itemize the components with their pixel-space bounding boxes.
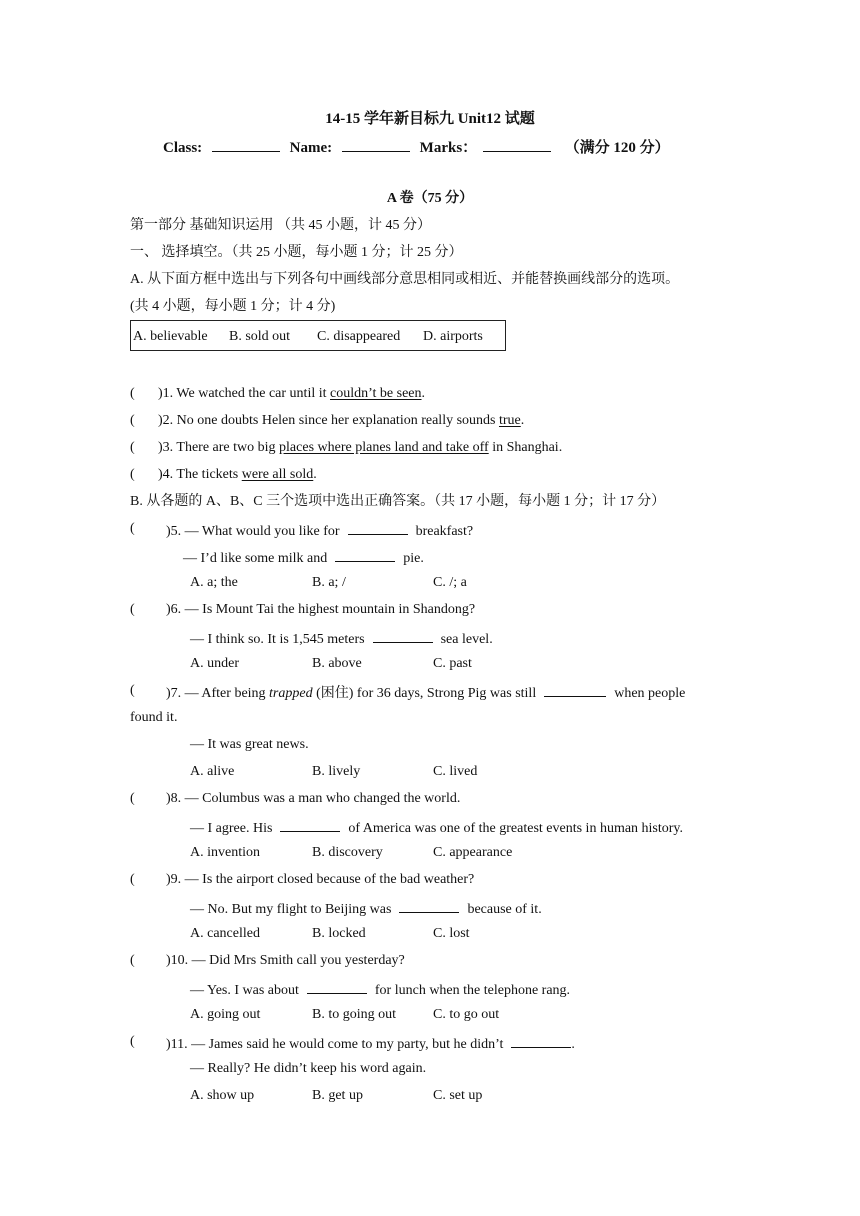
- answer-blank: [373, 628, 433, 643]
- answer-blank: [280, 817, 340, 832]
- answer-paren-close: ): [166, 686, 171, 701]
- text: sea level.: [440, 632, 493, 647]
- choice-c: C. past: [433, 656, 472, 671]
- italic-word: trapped: [269, 686, 313, 701]
- text: because of it.: [467, 902, 542, 917]
- answer-paren-open: (: [130, 521, 135, 536]
- choice-b: B. lively: [312, 764, 361, 779]
- option-box: [130, 320, 506, 351]
- text: — I’d like some milk and: [183, 551, 328, 566]
- answer-paren-open: (: [130, 791, 135, 806]
- text: 7. — After being: [170, 686, 270, 701]
- choice-a: A. a; the: [190, 575, 238, 590]
- option-d: D. airports: [423, 329, 483, 344]
- text: .: [520, 413, 525, 428]
- underlined-phrase: were all sold: [241, 467, 314, 482]
- question-line-2: [190, 628, 493, 649]
- part-a-instruction: A. 从下面方框中选出与下列各句中画线部分意思相同或相近、并能替换画线部分的选项。: [130, 272, 680, 287]
- choice-b: B. to going out: [312, 1007, 397, 1022]
- question-line-2: — It was great news.: [190, 737, 309, 752]
- answer-paren-open: (: [130, 1034, 135, 1049]
- text: — No. But my flight to Beijing was: [190, 902, 392, 917]
- answer-paren-close: ): [166, 602, 171, 617]
- section-a-title: A 卷（75 分）: [386, 191, 474, 206]
- choice-b: B. discovery: [312, 845, 383, 860]
- answer-paren-close: ): [158, 413, 163, 428]
- text: 9. — Is the airport closed because of the bad weather?: [170, 872, 475, 887]
- answer-paren-close: ): [166, 872, 171, 887]
- answer-paren-close: ): [158, 467, 163, 482]
- choice-b: B. a; /: [312, 575, 346, 590]
- part1-subtitle: 一、 选择填空。（共 25 小题，每小题 1 分；计 25 分）: [130, 245, 463, 260]
- text: .: [421, 386, 426, 401]
- header-info-line: [163, 137, 670, 157]
- option-b: B. sold out: [229, 329, 291, 344]
- part1-title: 第一部分 基础知识运用 （共 45 小题，计 45 分）: [130, 218, 431, 233]
- choice-c: C. lived: [433, 764, 478, 779]
- text: 8. — Columbus was a man who changed the world.: [170, 791, 461, 806]
- choice-a: A. alive: [190, 764, 235, 779]
- choice-a: A. invention: [190, 845, 260, 860]
- answer-blank: [307, 979, 367, 994]
- question-text: [158, 466, 317, 484]
- text: pie.: [403, 551, 424, 566]
- choice-b: B. locked: [312, 926, 366, 941]
- text: for lunch when the telephone rang.: [374, 983, 571, 998]
- text: — I think so. It is 1,545 meters: [190, 632, 365, 647]
- question-line-1: [166, 790, 460, 808]
- answer-paren-close: ): [166, 524, 171, 539]
- question-line-2: [190, 979, 570, 1000]
- question-line-1: [166, 682, 685, 703]
- answer-blank: [348, 520, 408, 535]
- choice-c: C. appearance: [433, 845, 513, 860]
- page-title: 14-15 学年新目标九 Unit12 试题: [325, 111, 535, 127]
- underlined-phrase: true: [498, 413, 521, 428]
- answer-paren-open: (: [130, 683, 135, 698]
- part-b-instruction: B. 从各题的 A、B、C 三个选项中选出正确答案。（共 17 小题，每小题 1 分；计 17 分）: [130, 494, 666, 509]
- question-line-1: [166, 601, 475, 619]
- choice-c: C. set up: [433, 1088, 483, 1103]
- text: 4. The tickets: [162, 467, 242, 482]
- text: of America was one of the greatest events in human history.: [348, 821, 684, 836]
- answer-paren-open: (: [130, 953, 135, 968]
- question-text: [158, 385, 425, 403]
- text: — I agree. His: [190, 821, 273, 836]
- question-line-2: [190, 898, 542, 919]
- part-a-instruction-2: (共 4 小题，每小题 1 分；计 4 分): [130, 299, 336, 314]
- underlined-phrase: places where planes land and take off: [279, 440, 489, 455]
- question-line-1: [166, 952, 405, 970]
- question-line-1: [166, 520, 473, 541]
- question-line-2: — Really? He didn’t keep his word again.: [190, 1061, 427, 1076]
- question-line-1-wrap: found it.: [130, 710, 178, 725]
- answer-paren-open: (: [130, 386, 135, 401]
- text: 6. — Is Mount Tai the highest mountain in Shandong?: [170, 602, 476, 617]
- text: 1. We watched the car until it: [162, 386, 331, 401]
- choice-c: C. to go out: [433, 1007, 500, 1022]
- text: — Yes. I was about: [190, 983, 299, 998]
- text: breakfast?: [415, 524, 474, 539]
- marks-blank: [483, 137, 551, 152]
- option-a: A. believable: [133, 329, 208, 344]
- underlined-phrase: couldn’t be seen: [330, 386, 422, 401]
- choice-b: B. get up: [312, 1088, 363, 1103]
- choice-a: A. under: [190, 656, 239, 671]
- marks-label: Marks：: [419, 140, 478, 156]
- question-text: [158, 412, 524, 430]
- choice-c: C. lost: [433, 926, 470, 941]
- text: 5. — What would you like for: [170, 524, 340, 539]
- answer-paren-close: ): [166, 1037, 171, 1052]
- name-label: Name:: [289, 140, 333, 156]
- choice-c: C. /; a: [433, 575, 467, 590]
- text: (困住) for 36 days, Strong Pig was still: [312, 686, 537, 701]
- text: 3. There are two big: [162, 440, 280, 455]
- choice-b: B. above: [312, 656, 362, 671]
- class-label: Class:: [163, 140, 203, 156]
- text: .: [313, 467, 317, 482]
- text: 10. — Did Mrs Smith call you yesterday?: [170, 953, 405, 968]
- question-line-1: [166, 871, 474, 889]
- question-line-2: [183, 547, 424, 568]
- answer-paren-open: (: [130, 413, 135, 428]
- answer-paren-close: ): [158, 386, 163, 401]
- question-text: [158, 439, 562, 457]
- choice-a: A. cancelled: [190, 926, 260, 941]
- answer-blank: [544, 682, 606, 697]
- answer-paren-close: ): [166, 953, 171, 968]
- class-blank: [212, 137, 280, 152]
- answer-paren-close: ): [166, 791, 171, 806]
- full-score: （满分 120 分）: [564, 140, 670, 156]
- text: 2. No one doubts Helen since her explanation really sounds: [162, 413, 499, 428]
- name-blank: [342, 137, 410, 152]
- answer-blank: [399, 898, 459, 913]
- text: in Shanghai.: [488, 440, 563, 455]
- question-line-1: [166, 1033, 575, 1054]
- answer-paren-open: (: [130, 602, 135, 617]
- choice-a: A. show up: [190, 1088, 255, 1103]
- answer-blank: [335, 547, 395, 562]
- answer-blank: [511, 1033, 571, 1048]
- answer-paren-open: (: [130, 467, 135, 482]
- text: when people: [614, 686, 686, 701]
- option-c: C. disappeared: [317, 329, 401, 344]
- text: 11. — James said he would come to my party, but he didn’t: [170, 1037, 504, 1052]
- answer-paren-open: (: [130, 872, 135, 887]
- answer-paren-close: ): [158, 440, 163, 455]
- text: .: [571, 1037, 575, 1052]
- answer-paren-open: (: [130, 440, 135, 455]
- question-line-2: [190, 817, 683, 838]
- choice-a: A. going out: [190, 1007, 261, 1022]
